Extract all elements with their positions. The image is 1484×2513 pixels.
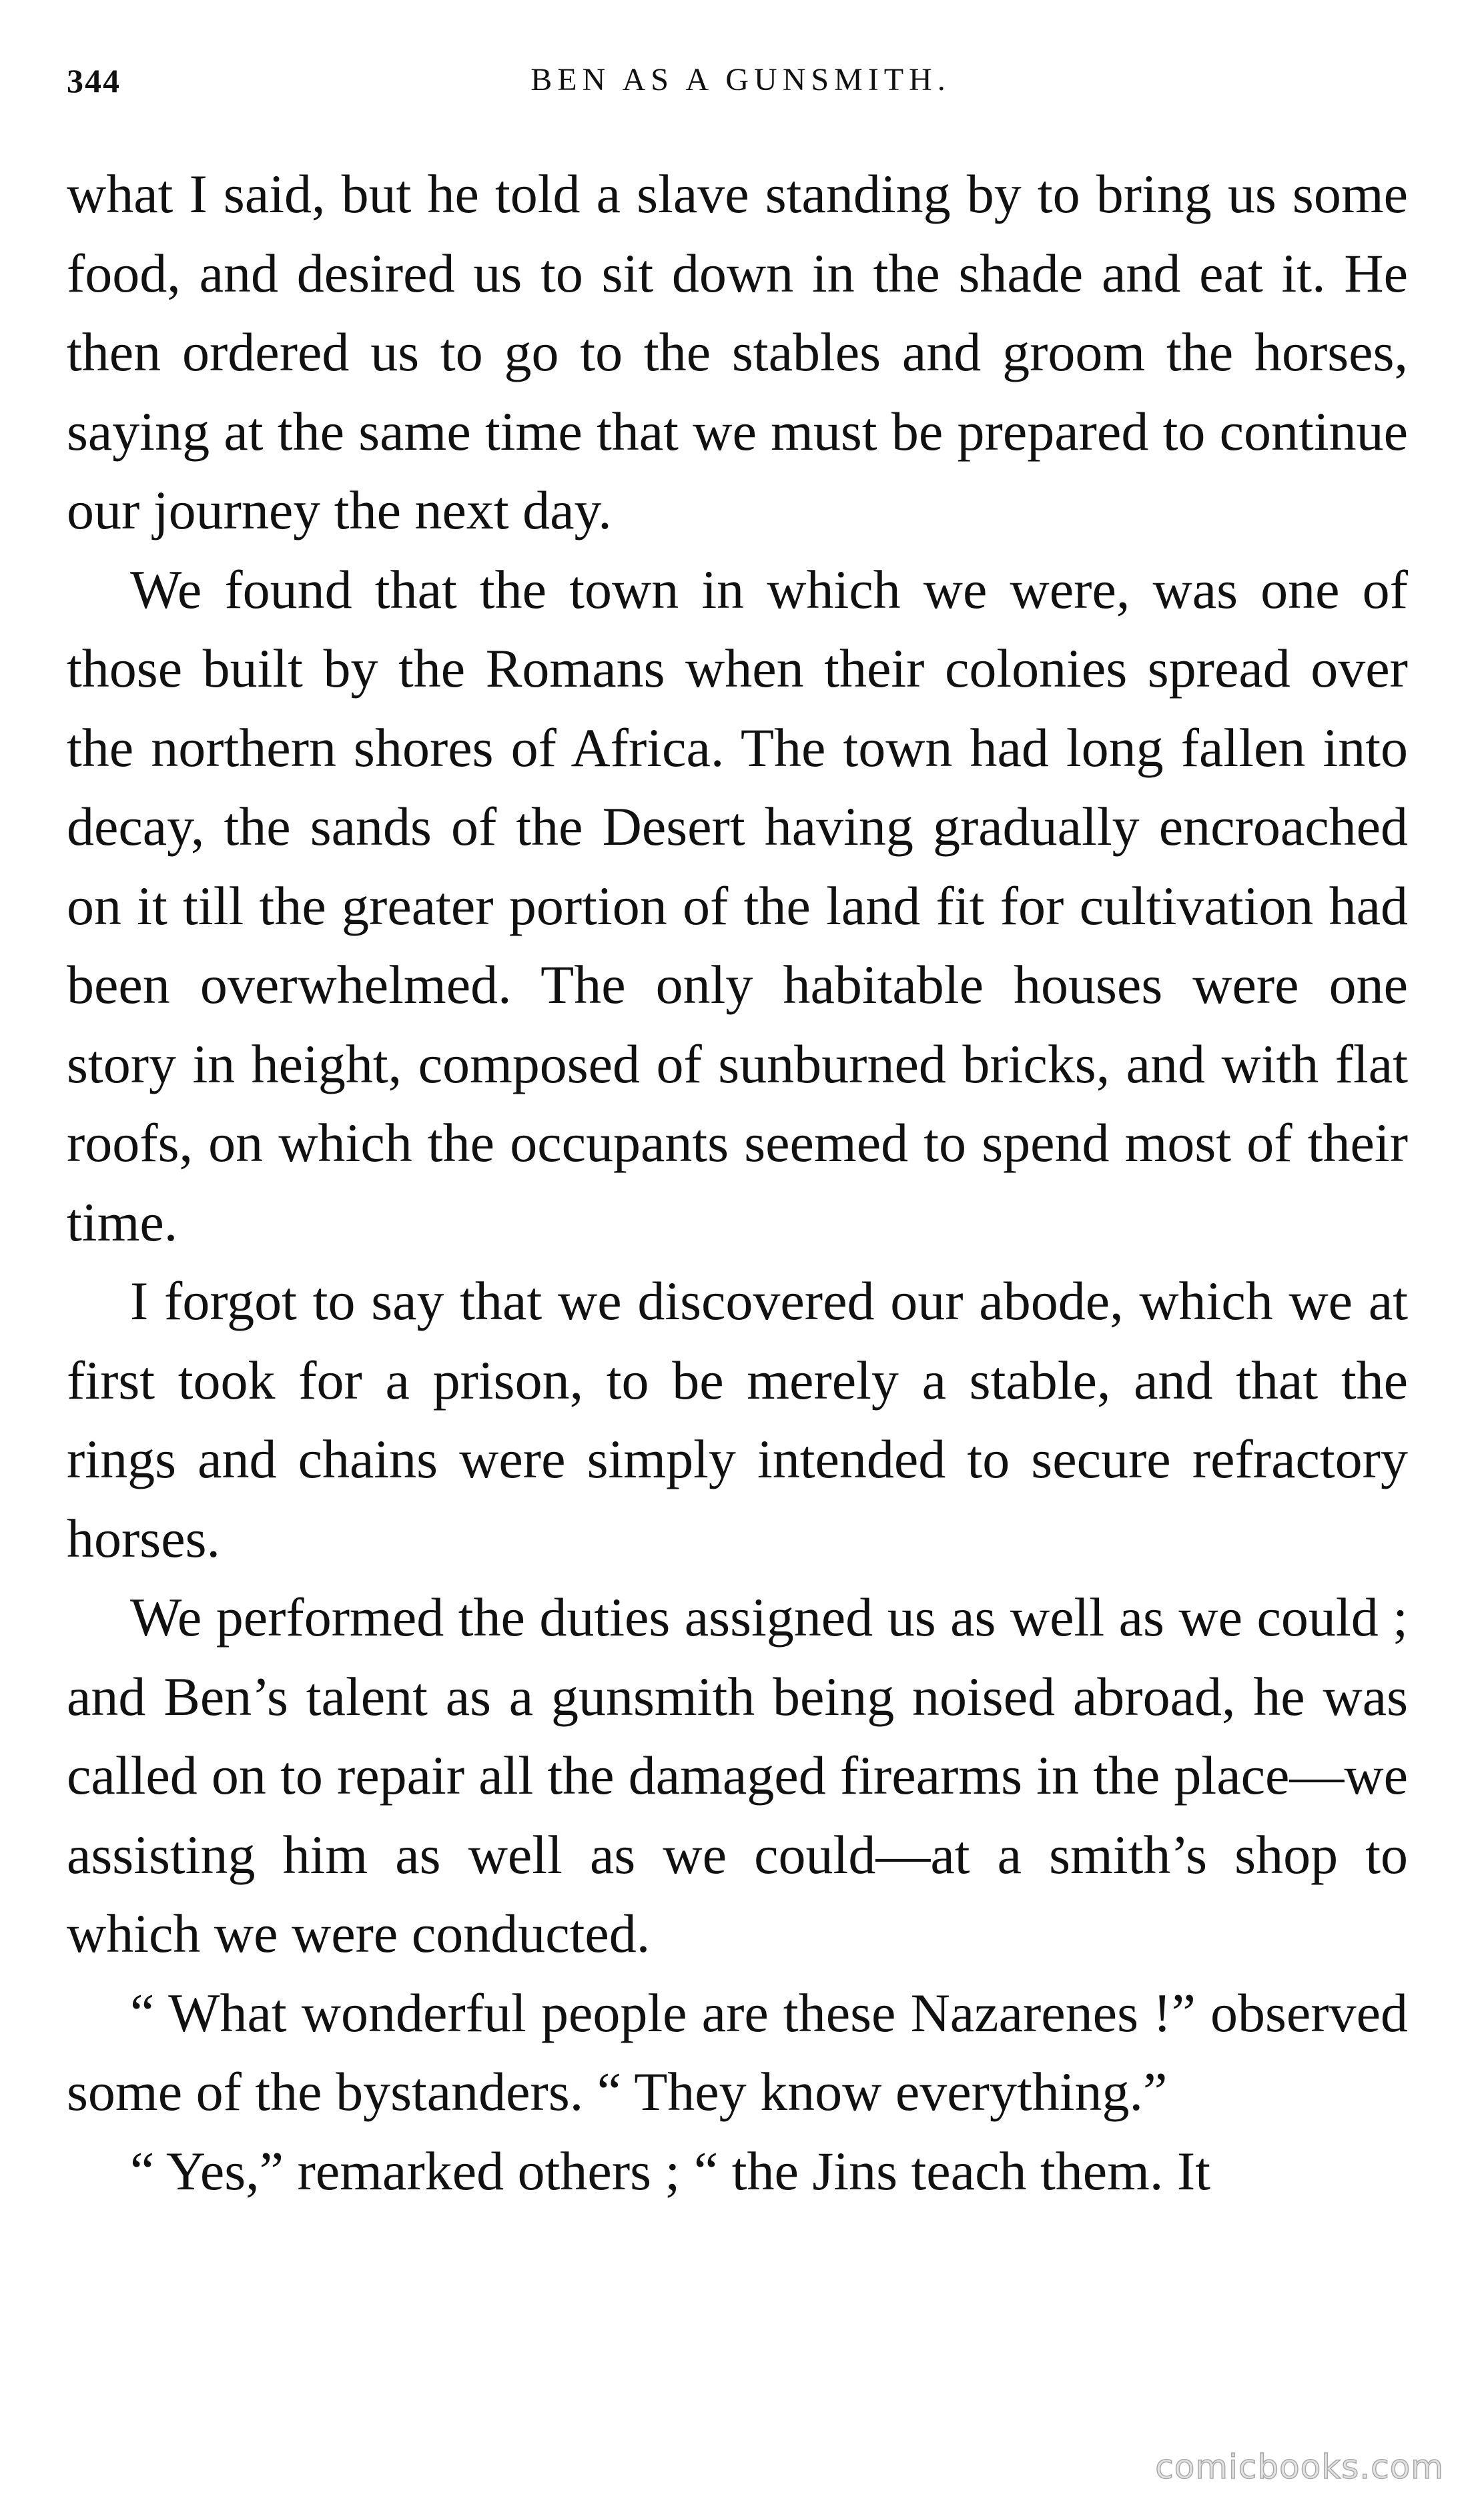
watermark: comicbooks.com (1155, 2448, 1444, 2486)
paragraph-stable: I forgot to say that we discovered our abode, which we at first took for a prison, to be merely a stable, and that the rings and chains were simply intended to secure refractory horses. (67, 1271, 1408, 1569)
paragraph-town-description: We found that the town in which we were, was one of those built by the Romans when their colonies spread over the northern shores of Africa. The town had long fallen into decay, the sands of the Desert having gradually encroached on it till the greater portion of the land fit for cultivation had been overwhelmed. The only habitable houses were one story in height, composed of sunburned bricks, and with flat roofs, on which the occupants seemed to spend most of their time. (67, 559, 1408, 1252)
running-head (67, 61, 1415, 108)
paragraph-jins-quote: “ Yes,” remarked others ; “ the Jins teach them. It (130, 2140, 1211, 2201)
paragraph-gunsmith-work: We performed the duties assigned us as well as we could ; and Ben’s talent as a gunsmith being noised abroad, he was called on to repair all the damaged firearms in the place—we assisting him as well as we could—at a smith’s shop to which we were conducted. (67, 1587, 1408, 1964)
paragraph-nazarenes-quote: “ What wonderful people are these Nazarenes !” observed some of the bystanders. “ They know everything.” (67, 1982, 1408, 2122)
paragraph-continued: what I said, but he told a slave standing by to bring us some food, and desired us to sit down in the shade and eat it. He then ordered us to go to the stables and groom the horses, saying at the same time that we must be prepared to continue our journey the next day. (67, 163, 1408, 541)
body-text (67, 155, 1408, 2211)
page-number: 344 (67, 62, 121, 99)
running-title: BEN AS A GUNSMITH. (530, 62, 951, 97)
